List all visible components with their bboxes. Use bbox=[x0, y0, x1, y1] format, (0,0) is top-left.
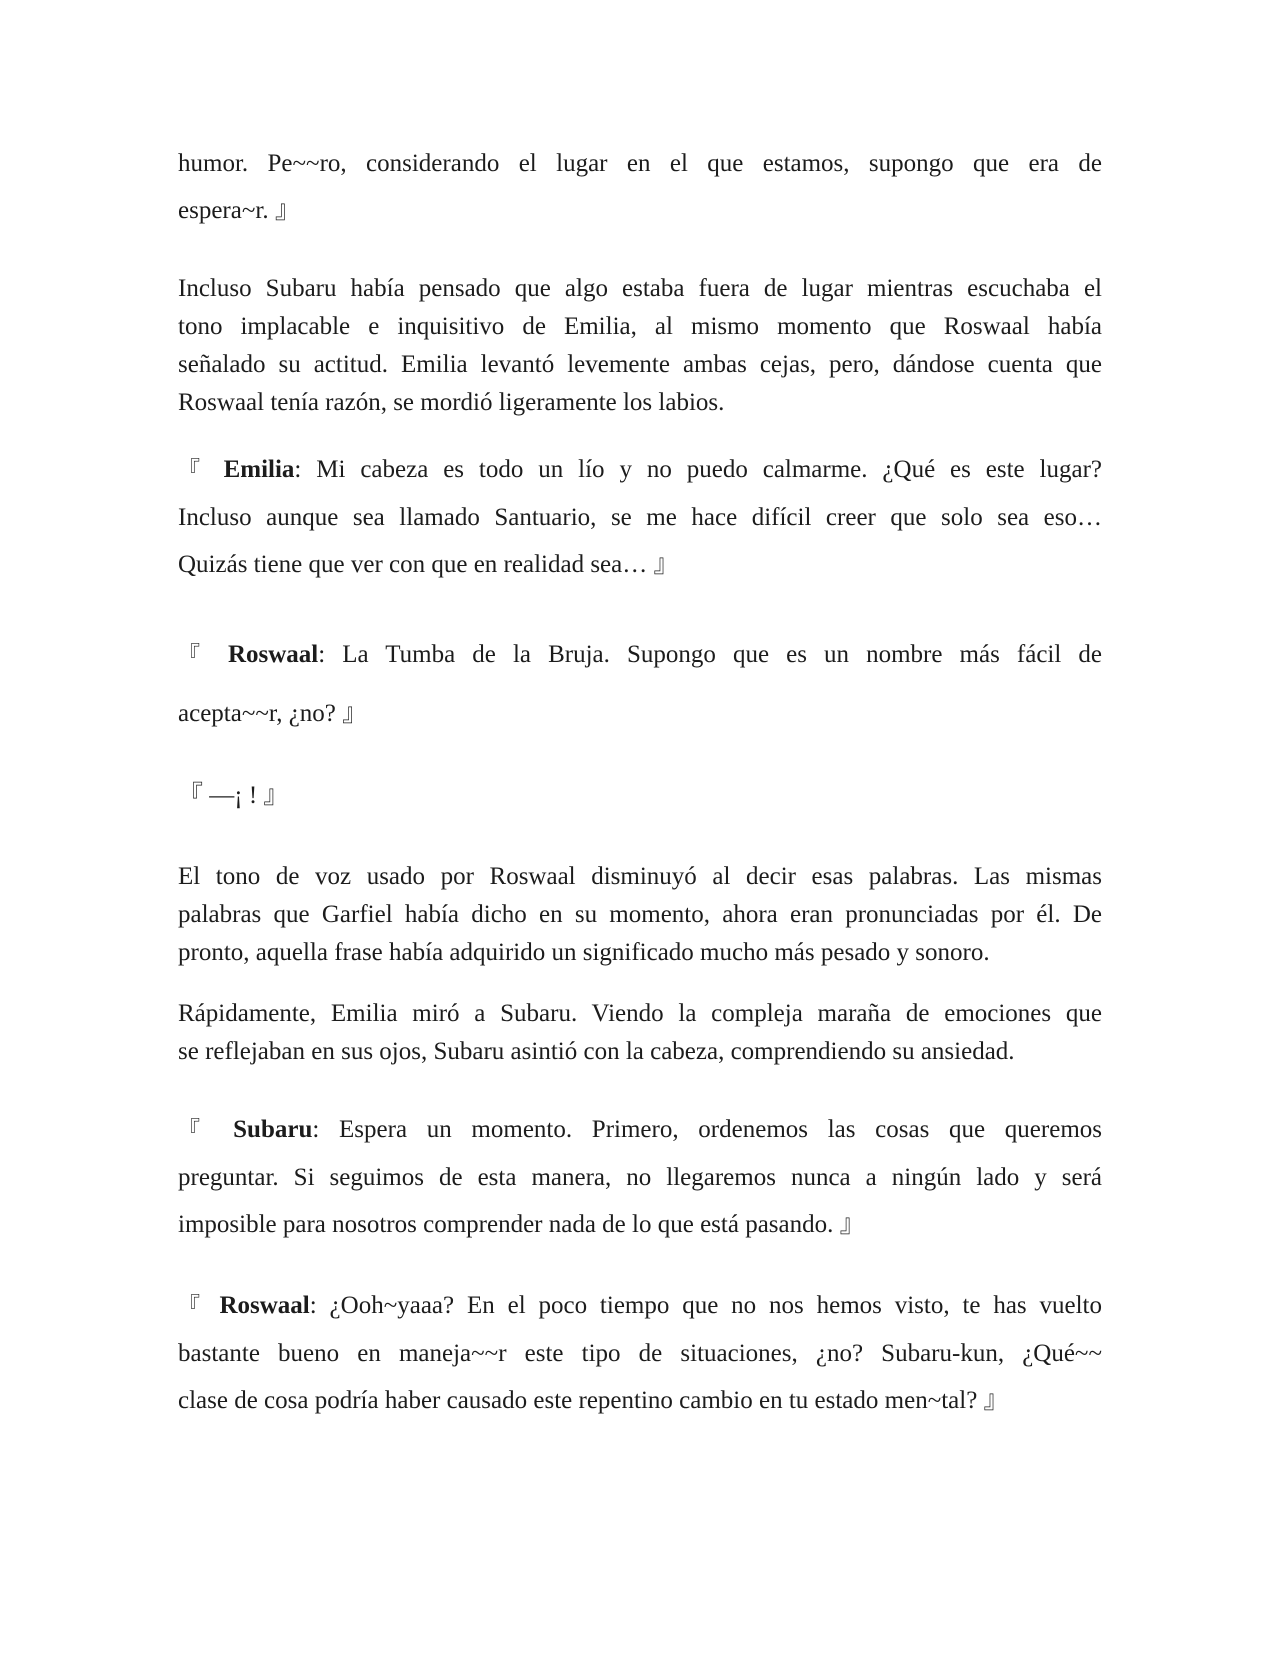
dialogue-roswaal bbox=[178, 1282, 1102, 1424]
speaker-name: Subaru bbox=[233, 1116, 313, 1143]
dialogue-first-line bbox=[178, 1106, 1102, 1154]
text-line: Roswaal tenía razón, se mordió ligeramente los labios. bbox=[178, 389, 725, 416]
dialogue-first-line bbox=[178, 1282, 1102, 1330]
text-line: Incluso Subaru había pensado que algo estaba fuera de lugar mientras escuchaba el bbox=[178, 275, 1102, 302]
paragraph bbox=[178, 270, 1102, 422]
text-line: acepta~~r, ¿no? 』 bbox=[178, 700, 368, 727]
dialogue-roswaal bbox=[178, 626, 1102, 743]
text-line: pronto, aquella frase había adquirido un significado mucho más pesado y sonoro. bbox=[178, 939, 990, 966]
speaker-name: Roswaal bbox=[227, 641, 319, 668]
open-bracket: 『 bbox=[178, 1118, 214, 1143]
dialogue-first-line bbox=[178, 626, 1102, 685]
text-line: imposible para nosotros comprender nada de lo que está pasando. 』 bbox=[178, 1211, 865, 1238]
text-line: 『 —¡ ! 』 bbox=[178, 782, 289, 809]
text-line: tono implacable e inquisitivo de Emilia, al mismo momento que Roswaal había bbox=[178, 313, 1102, 340]
text-segment: : Mi cabeza es todo un lío y no puedo calmarme. ¿Qué es este lugar? bbox=[294, 456, 1103, 483]
text-line: se reflejaban en sus ojos, Subaru asintió con la cabeza, comprendiendo su ansiedad. bbox=[178, 1038, 1015, 1065]
text-line: humor. Pe~~ro, considerando el lugar en el que estamos, supongo que era de bbox=[178, 150, 1102, 177]
text-line: El tono de voz usado por Roswaal disminuyó al decir esas palabras. Las mismas bbox=[178, 863, 1102, 890]
paragraph bbox=[178, 995, 1102, 1071]
speaker-name: Roswaal bbox=[219, 1292, 310, 1319]
text-segment: : Espera un momento. Primero, ordenemos las cosas que queremos bbox=[312, 1116, 1102, 1143]
text-line: Rápidamente, Emilia miró a Subaru. Viendo la compleja maraña de emociones que bbox=[178, 1000, 1102, 1027]
text-line: clase de cosa podría haber causado este repentino cambio en tu estado men~tal? 』 bbox=[178, 1387, 1009, 1414]
open-bracket: 『 bbox=[178, 1294, 207, 1319]
open-bracket: 『 bbox=[178, 458, 209, 483]
text-line: preguntar. Si seguimos de esta manera, no llegaremos nunca a ningún lado y será bbox=[178, 1164, 1102, 1191]
text-line: Quizás tiene que ver con que en realidad sea… 』 bbox=[178, 551, 679, 578]
text-segment: : ¿Ooh~yaaa? En el poco tiempo que no nos hemos visto, te has vuelto bbox=[309, 1292, 1103, 1319]
text-line: palabras que Garfiel había dicho en su momento, ahora eran pronunciadas por él. De bbox=[178, 901, 1102, 928]
dialogue-first-line bbox=[178, 446, 1102, 494]
dialogue-subaru bbox=[178, 1106, 1102, 1248]
text-segment: : La Tumba de la Bruja. Supongo que es un nombre más fácil de bbox=[318, 641, 1102, 668]
text-line: Incluso aunque sea llamado Santuario, se me hace difícil creer que solo sea eso… bbox=[178, 504, 1102, 531]
open-bracket: 『 bbox=[178, 643, 211, 668]
text-line: señalado su actitud. Emilia levantó levemente ambas cejas, pero, dándose cuenta que bbox=[178, 351, 1102, 378]
paragraph bbox=[178, 858, 1102, 972]
text-line: bastante bueno en maneja~~r este tipo de situaciones, ¿no? Subaru-kun, ¿Qué~~ bbox=[178, 1340, 1102, 1367]
speaker-name: Emilia bbox=[223, 456, 295, 483]
text-line: espera~r. 』 bbox=[178, 197, 300, 224]
paragraph bbox=[178, 140, 1102, 234]
dialogue-emilia bbox=[178, 446, 1102, 588]
paragraph bbox=[178, 777, 1102, 815]
